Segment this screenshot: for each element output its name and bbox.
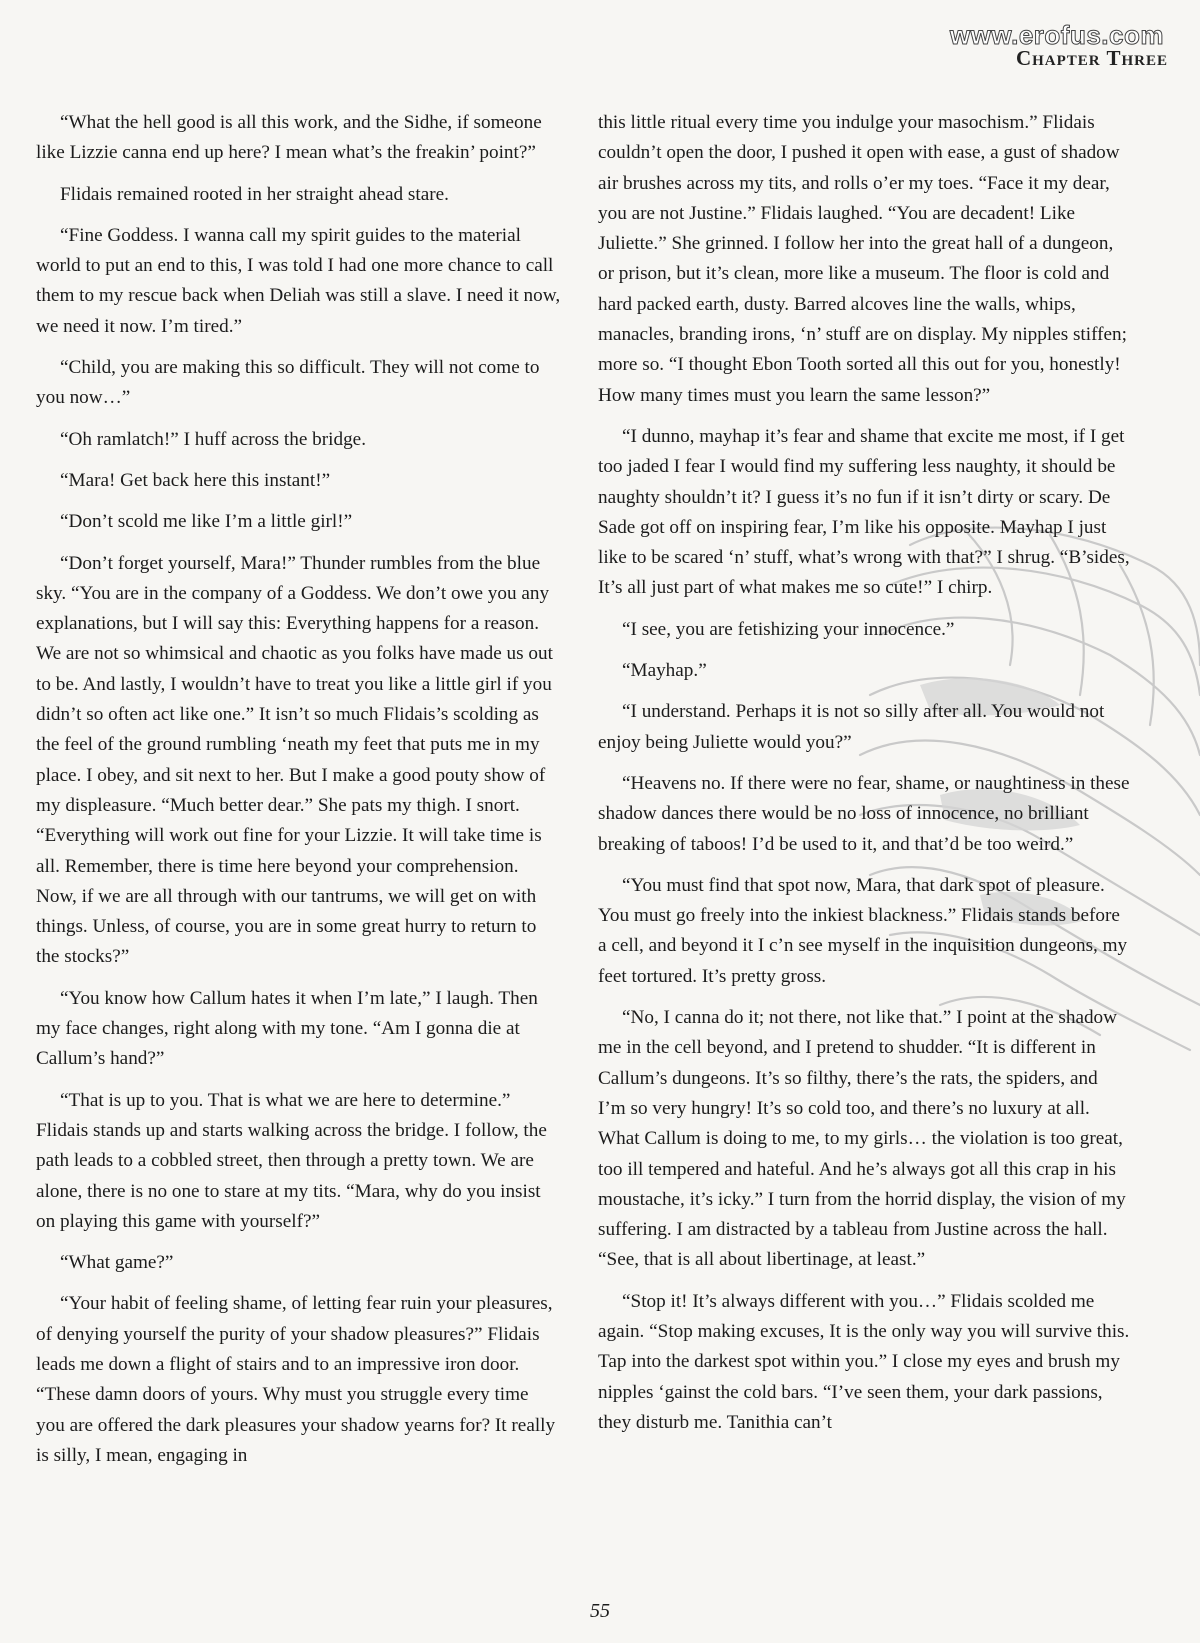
paragraph: “Don’t scold me like I’m a little girl!” [60,511,353,533]
paragraph: “Child, you are making this so difficult. They will not come to you now…” [36,357,540,409]
paragraph: this little ritual every time you indulge your masochism.” Flidais couldn’t open the door, I pushed it open with ease, a gust of shadow air brushes across my tits, and rolls o’er my toes. “Face it my dear, you are not Justine.” Flidais laughed. “You are decadent! Like Juliette.” She grinned. I follow her into the great hall of a dungeon, or prison, but it’s clean, more like a museum. The floor is cold and hard packed earth, dusty. Barred alcoves line the walls, whips, manacles, branding irons, ‘n’ stuff are on display. My nipples stiffen; more so. “I thought Ebon Tooth sorted all this out for you, honestly! How many times must you learn the same lesson?” [598,112,1127,406]
paragraph: “That is up to you. That is what we are here to determine.” Flidais stands up and starts walking across the bridge. I follow, the path leads to a cobbled street, then through a pretty town. We are alone, there is no one to stare at my tits. “Mara, why do you insist on playing this game with yourself?” [36,1089,547,1232]
paragraph: “Heavens no. If there were no fear, shame, or naughtiness in these shadow dances there would be no loss of innocence, no brilliant breaking of taboos! I’d be used to it, and that’d be too weird.” [598,772,1130,855]
paragraph: “I see, you are fetishizing your innocence.” [622,618,955,640]
chapter-heading: Chapter Three [1015,46,1168,70]
paragraph: “What the hell good is all this work, and the Sidhe, if someone like Lizzie canna end up here? I mean what’s the freakin’ point?” [36,112,542,164]
paragraph: “What game?” [60,1252,174,1274]
left-column [36,108,561,1482]
paragraph: “Your habit of feeling shame, of letting fear ruin your pleasures, of denying yourself the purity of your shadow pleasures?” Flidais leads me down a flight of stairs and to an impressive iron door. “These damn doors of yours. Why must you struggle every time you are offered the dark pleasures your shadow yearns for? It really is silly, I mean, engaging in [36,1293,556,1466]
paragraph: “Mara! Get back here this instant!” [60,469,331,491]
paragraph: “Mayhap.” [622,660,707,682]
paragraph: “Don’t forget yourself, Mara!” Thunder rumbles from the blue sky. “You are in the company of a Goddess. We don’t owe you any explanations, but I will say this: Everything happens for a reason. We are not so whimsical and chaotic as you folks have made us out to be. And lastly, I wouldn’t have to treat you like a little girl if you didn’t so often act like one.” It isn’t so much Flidais’s scolding as the feel of the ground rumbling ‘neath my feet that puts me in my place. I obey, and sit next to her. But I make a good pouty show of my displeasure. “Much better dear.” She pats my thigh. I snort. “Everything will work out fine for your Lizzie. It will take time is all. Remember, there is time here beyond your comprehension. Now, if we are all through with our tantrums, we will get on with things. Unless, of course, you are in some great hurry to return to the stocks?” [36,552,553,968]
paragraph: “No, I canna do it; not there, not like that.” I point at the shadow me in the cell beyond, and I pretend to shudder. “It is different in Callum’s dungeons. It’s so filthy, there’s the rats, the spiders, and I’m so very hungry! It’s so cold too, and there’s no luxury at all. What Callum is doing to me, to my girls… the violation is too great, too ill tempered and hateful. And he’s always got all this crap in his moustache, it’s icky.” I turn from the horrid display, the vision of my suffering. I am distracted by a tableau from Justine across the hall. “See, that is all about libertinage, at least.” [598,1007,1126,1271]
paragraph: “I understand. Perhaps it is not so silly after all. You would not enjoy being Juliette would you?” [598,701,1105,753]
paragraph: “Stop it! It’s always different with you…” Flidais scolded me again. “Stop making excuses, It is the only way you will survive this. Tap into the darkest spot within you.” I close my eyes and brush my nipples ‘gainst the cold bars. “I’ve seen them, your dark passions, they disturb me. Tanithia can’t [598,1290,1130,1433]
paragraph: “Oh ramlatch!” I huff across the bridge. [60,428,366,450]
right-column [598,108,1130,1449]
paragraph: “I dunno, mayhap it’s fear and shame that excite me most, if I get too jaded I fear I would find my suffering less naughty, it should be naughty shouldn’t it? I guess it’s no fun if it isn’t dirty or scary. De Sade got off on inspiring fear, I’m like his opposite. Mayhap I just like to be scared ‘n’ stuff, what’s wrong with that?” I shrug. “B’sides, It’s all just part of what makes me so cute!” I chirp. [598,425,1130,599]
paragraph: “Fine Goddess. I wanna call my spirit guides to the material world to put an end to this, I was told I had one more chance to call them to my rescue back when Deliah was still a slave. I need it now, we need it now. I’m tired.” [36,224,561,337]
site-watermark: www.erofus.com [949,20,1164,50]
paragraph: Flidais remained rooted in her straight ahead stare. [60,183,449,205]
paragraph: “You must find that spot now, Mara, that dark spot of pleasure. You must go freely into the inkiest blackness.” Flidais stands before a cell, and beyond it I c’n see myself in the inquisition dungeons, my feet tortured. It’s pretty gross. [598,874,1128,987]
page-number: 55 [590,1600,610,1622]
paragraph: “You know how Callum hates it when I’m late,” I laugh. Then my face changes, right along with my tone. “Am I gonna die at Callum’s hand?” [36,987,538,1070]
